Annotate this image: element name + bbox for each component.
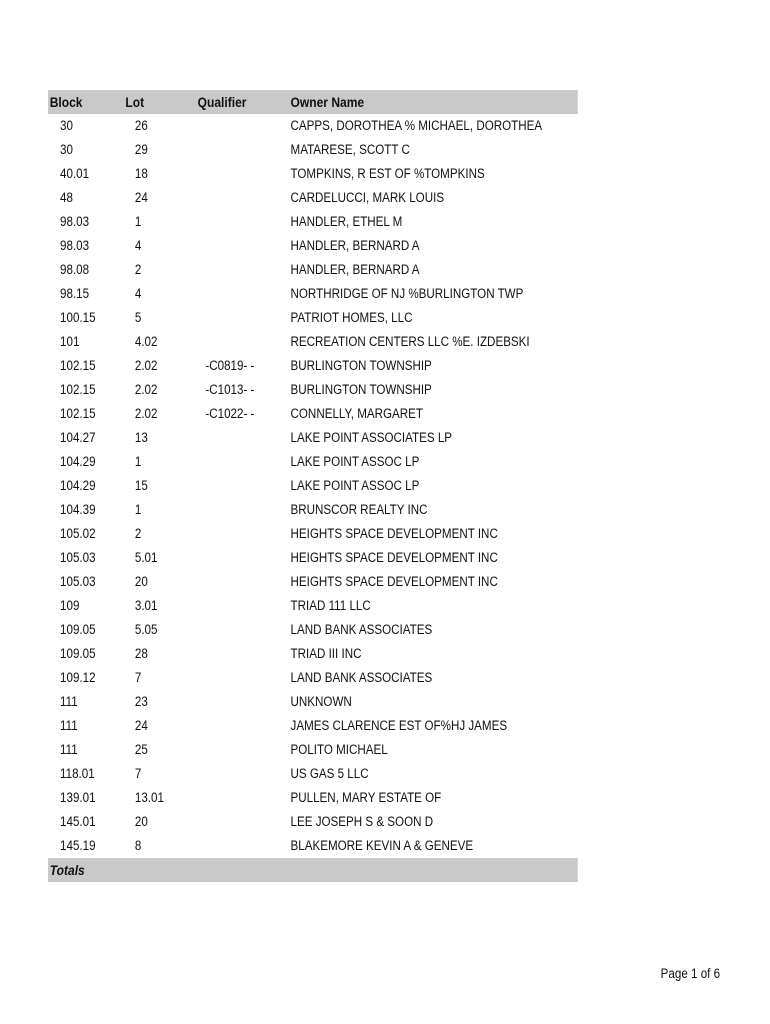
cell-lot: 2.02 xyxy=(134,358,158,373)
cell-block: 98.15 xyxy=(60,286,90,301)
table-row xyxy=(48,450,578,474)
column-header-block: Block xyxy=(49,94,83,110)
cell-lot: 1 xyxy=(134,502,142,517)
table-row xyxy=(48,330,578,354)
cell-block: 30 xyxy=(60,118,73,133)
table-row xyxy=(48,594,578,618)
table-row xyxy=(48,618,578,642)
cell-owner-name: HEIGHTS SPACE DEVELOPMENT INC xyxy=(290,574,498,589)
page-number: Page 1 of 6 xyxy=(660,966,720,981)
cell-block: 109.05 xyxy=(60,622,96,637)
table-header-row xyxy=(48,90,578,114)
cell-block: 145.01 xyxy=(60,814,96,829)
cell-lot: 1 xyxy=(134,214,142,229)
cell-owner-name: TRIAD 111 LLC xyxy=(290,598,371,613)
cell-owner-name: LAND BANK ASSOCIATES xyxy=(290,622,433,637)
table-row xyxy=(48,258,578,282)
cell-owner-name: CAPPS, DOROTHEA % MICHAEL, DOROTHEA xyxy=(290,118,543,133)
cell-lot: 24 xyxy=(134,718,148,733)
table-row xyxy=(48,666,578,690)
cell-owner-name: HANDLER, BERNARD A xyxy=(290,238,420,253)
cell-lot: 24 xyxy=(134,190,148,205)
cell-block: 105.03 xyxy=(60,550,96,565)
owner-report-table xyxy=(48,90,578,882)
cell-owner-name: RECREATION CENTERS LLC %E. IZDEBSKI xyxy=(290,334,530,349)
cell-block: 111 xyxy=(60,694,78,709)
cell-qualifier: -C0819- - xyxy=(205,358,255,373)
cell-owner-name: CONNELLY, MARGARET xyxy=(290,406,424,421)
cell-lot: 13 xyxy=(134,430,148,445)
cell-lot: 7 xyxy=(134,766,142,781)
table-row xyxy=(48,234,578,258)
table-row xyxy=(48,498,578,522)
cell-owner-name: BLAKEMORE KEVIN A & GENEVE xyxy=(290,838,474,853)
cell-block: 104.29 xyxy=(60,454,96,469)
cell-lot: 20 xyxy=(134,574,148,589)
cell-block: 98.03 xyxy=(60,238,90,253)
table-row xyxy=(48,522,578,546)
cell-qualifier: -C1022- - xyxy=(205,406,255,421)
cell-block: 98.08 xyxy=(60,262,90,277)
cell-owner-name: LAKE POINT ASSOC LP xyxy=(290,478,420,493)
cell-owner-name: BURLINGTON TOWNSHIP xyxy=(290,358,432,373)
cell-owner-name: LAND BANK ASSOCIATES xyxy=(290,670,433,685)
cell-lot: 5 xyxy=(134,310,142,325)
cell-block: 145.19 xyxy=(60,838,96,853)
cell-lot: 26 xyxy=(134,118,148,133)
totals-row xyxy=(48,858,578,882)
table-row xyxy=(48,138,578,162)
cell-owner-name: TOMPKINS, R EST OF %TOMPKINS xyxy=(290,166,485,181)
cell-owner-name: HANDLER, BERNARD A xyxy=(290,262,420,277)
cell-owner-name: HEIGHTS SPACE DEVELOPMENT INC xyxy=(290,550,498,565)
cell-block: 105.03 xyxy=(60,574,96,589)
table-row xyxy=(48,690,578,714)
cell-block: 139.01 xyxy=(60,790,96,805)
cell-owner-name: HEIGHTS SPACE DEVELOPMENT INC xyxy=(290,526,498,541)
cell-owner-name: BRUNSCOR REALTY INC xyxy=(290,502,428,517)
cell-lot: 1 xyxy=(134,454,142,469)
cell-lot: 2 xyxy=(134,262,142,277)
table-row xyxy=(48,738,578,762)
cell-lot: 18 xyxy=(134,166,148,181)
cell-lot: 2 xyxy=(134,526,142,541)
cell-block: 111 xyxy=(60,742,78,757)
cell-block: 30 xyxy=(60,142,73,157)
cell-lot: 2.02 xyxy=(134,406,158,421)
table-row xyxy=(48,762,578,786)
cell-owner-name: TRIAD III INC xyxy=(290,646,362,661)
cell-block: 98.03 xyxy=(60,214,90,229)
cell-block: 104.29 xyxy=(60,478,96,493)
table-row xyxy=(48,378,578,402)
cell-block: 104.27 xyxy=(60,430,96,445)
cell-block: 40.01 xyxy=(60,166,90,181)
cell-block: 102.15 xyxy=(60,406,96,421)
cell-lot: 29 xyxy=(134,142,148,157)
table-row xyxy=(48,570,578,594)
cell-owner-name: US GAS 5 LLC xyxy=(290,766,369,781)
cell-lot: 15 xyxy=(134,478,148,493)
cell-owner-name: JAMES CLARENCE EST OF%HJ JAMES xyxy=(290,718,508,733)
cell-lot: 8 xyxy=(134,838,142,853)
cell-lot: 25 xyxy=(134,742,148,757)
table-row xyxy=(48,426,578,450)
table-row xyxy=(48,186,578,210)
cell-owner-name: BURLINGTON TOWNSHIP xyxy=(290,382,432,397)
cell-block: 111 xyxy=(60,718,78,733)
cell-lot: 3.01 xyxy=(134,598,158,613)
cell-owner-name: CARDELUCCI, MARK LOUIS xyxy=(290,190,445,205)
table-row xyxy=(48,834,578,858)
cell-lot: 23 xyxy=(134,694,148,709)
cell-lot: 5.05 xyxy=(134,622,158,637)
table-row xyxy=(48,210,578,234)
cell-block: 102.15 xyxy=(60,358,96,373)
cell-owner-name: LAKE POINT ASSOCIATES LP xyxy=(290,430,453,445)
cell-lot: 5.01 xyxy=(134,550,158,565)
cell-owner-name: PULLEN, MARY ESTATE OF xyxy=(290,790,442,805)
table-row xyxy=(48,786,578,810)
table-row xyxy=(48,714,578,738)
cell-owner-name: LEE JOSEPH S & SOON D xyxy=(290,814,434,829)
cell-block: 101 xyxy=(60,334,80,349)
table-body xyxy=(48,114,578,858)
cell-block: 102.15 xyxy=(60,382,96,397)
cell-block: 104.39 xyxy=(60,502,96,517)
cell-block: 118.01 xyxy=(60,766,95,781)
cell-block: 100.15 xyxy=(60,310,96,325)
cell-lot: 2.02 xyxy=(134,382,158,397)
table-row xyxy=(48,474,578,498)
cell-lot: 20 xyxy=(134,814,148,829)
column-header-owner-name: Owner Name xyxy=(290,94,365,110)
column-header-qualifier: Qualifier xyxy=(197,94,247,110)
cell-lot: 13.01 xyxy=(134,790,164,805)
cell-owner-name: NORTHRIDGE OF NJ %BURLINGTON TWP xyxy=(290,286,524,301)
cell-lot: 4 xyxy=(134,286,142,301)
cell-block: 105.02 xyxy=(60,526,96,541)
column-header-lot: Lot xyxy=(125,94,145,110)
table-row xyxy=(48,546,578,570)
table-row xyxy=(48,642,578,666)
cell-owner-name: POLITO MICHAEL xyxy=(290,742,388,757)
cell-owner-name: LAKE POINT ASSOC LP xyxy=(290,454,420,469)
cell-lot: 4.02 xyxy=(134,334,158,349)
table-row xyxy=(48,354,578,378)
cell-block: 109.05 xyxy=(60,646,96,661)
cell-owner-name: HANDLER, ETHEL M xyxy=(290,214,403,229)
cell-block: 48 xyxy=(60,190,73,205)
table-row xyxy=(48,282,578,306)
cell-lot: 4 xyxy=(134,238,142,253)
cell-lot: 28 xyxy=(134,646,148,661)
table-row xyxy=(48,162,578,186)
table-row xyxy=(48,810,578,834)
cell-owner-name: UNKNOWN xyxy=(290,694,352,709)
cell-owner-name: MATARESE, SCOTT C xyxy=(290,142,410,157)
table-row xyxy=(48,114,578,138)
cell-block: 109.12 xyxy=(60,670,96,685)
table-row xyxy=(48,306,578,330)
totals-label: Totals xyxy=(49,862,85,878)
cell-qualifier: -C1013- - xyxy=(205,382,255,397)
cell-lot: 7 xyxy=(134,670,142,685)
table-row xyxy=(48,402,578,426)
cell-owner-name: PATRIOT HOMES, LLC xyxy=(290,310,413,325)
cell-block: 109 xyxy=(60,598,80,613)
